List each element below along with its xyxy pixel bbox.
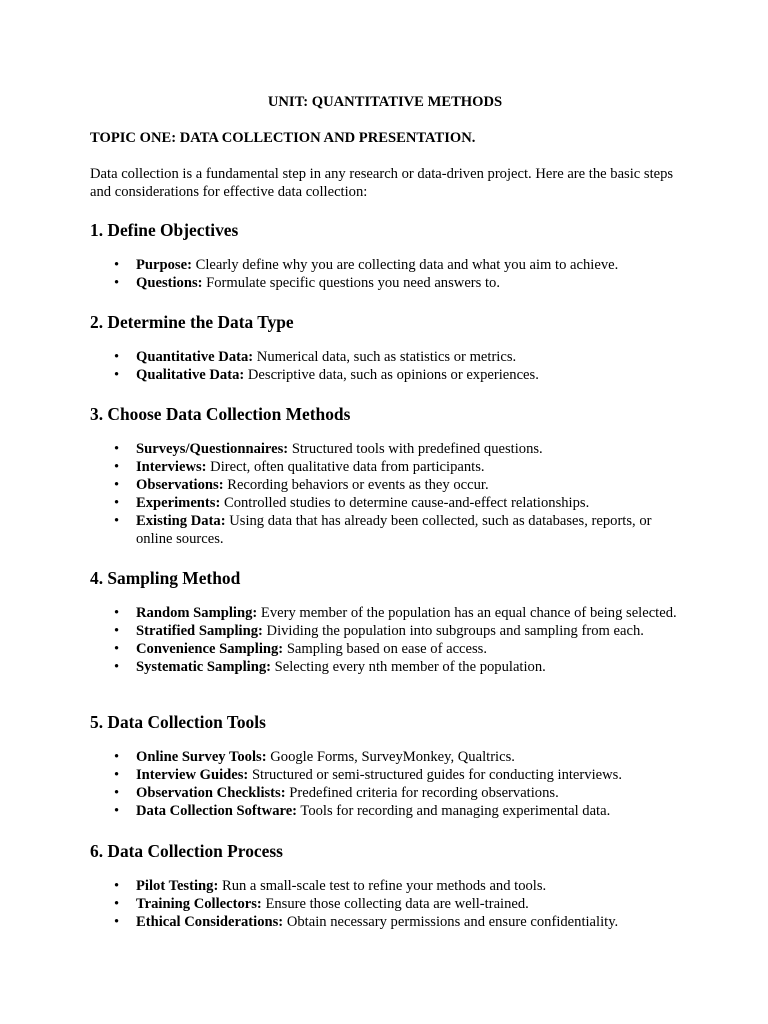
item-text: Descriptive data, such as opinions or experiences. <box>244 367 539 383</box>
bullet-list <box>90 256 680 292</box>
item-text: Dividing the population into subgroups and sampling from each. <box>262 623 644 639</box>
item-term: Random Sampling: <box>136 605 258 621</box>
bullet-list <box>90 748 680 820</box>
item-text: Predefined criteria for recording observations. <box>285 785 559 801</box>
section-heading: 6. Data Collection Process <box>90 841 283 861</box>
item-term: Convenience Sampling: <box>136 641 284 657</box>
list-item <box>90 913 680 931</box>
list-item <box>90 748 680 766</box>
bullet-icon: • <box>114 275 120 291</box>
section-define-objectives <box>90 219 680 291</box>
section-sampling-method <box>90 567 680 675</box>
list-item <box>90 348 680 366</box>
bullet-icon: • <box>114 641 120 657</box>
list-item <box>90 476 680 494</box>
item-text: Recording behaviors or events as they occur. <box>223 477 489 493</box>
item-text: Run a small-scale test to refine your methods and tools. <box>218 878 547 894</box>
item-text: Structured tools with predefined questions. <box>288 441 543 457</box>
list-item <box>90 256 680 274</box>
item-text: Sampling based on ease of access. <box>283 641 488 657</box>
list-item <box>90 766 680 784</box>
list-item <box>90 784 680 802</box>
item-text: Every member of the population has an equal chance of being selected. <box>257 605 677 621</box>
section-determine-data-type <box>90 311 680 383</box>
section-choose-methods <box>90 403 680 547</box>
list-item <box>90 512 680 548</box>
item-term: Systematic Sampling: <box>136 659 271 675</box>
item-text: Google Forms, SurveyMonkey, Qualtrics. <box>266 749 515 765</box>
bullet-icon: • <box>114 659 120 675</box>
item-term: Stratified Sampling: <box>136 623 263 639</box>
item-term: Interview Guides: <box>136 767 249 783</box>
list-item <box>90 622 680 640</box>
bullet-list <box>90 604 680 676</box>
bullet-icon: • <box>114 623 120 639</box>
bullet-icon: • <box>114 459 120 475</box>
bullet-icon: • <box>114 257 120 273</box>
bullet-icon: • <box>114 749 120 765</box>
section-heading: 1. Define Objectives <box>90 220 239 240</box>
bullet-icon: • <box>114 914 120 930</box>
item-term: Quantitative Data: <box>136 349 254 365</box>
item-term: Surveys/Questionnaires: <box>136 441 289 457</box>
topic-title: TOPIC ONE: DATA COLLECTION AND PRESENTATION. <box>90 130 476 146</box>
item-text: Formulate specific questions you need answers to. <box>202 275 500 291</box>
list-item <box>90 274 680 292</box>
item-text: Clearly define why you are collecting data and what you aim to achieve. <box>191 257 619 273</box>
item-term: Experiments: <box>136 495 221 511</box>
bullet-icon: • <box>114 896 120 912</box>
item-term: Purpose: <box>136 257 192 273</box>
item-term: Training Collectors: <box>136 896 262 912</box>
list-item <box>90 440 680 458</box>
item-text: Structured or semi-structured guides for conducting interviews. <box>248 767 622 783</box>
item-text: Controlled studies to determine cause-and-effect relationships. <box>220 495 590 511</box>
bullet-icon: • <box>114 605 120 621</box>
bullet-icon: • <box>114 367 120 383</box>
item-term: Existing Data: <box>136 513 226 529</box>
item-text: Using data that has already been collected, such as databases, reports, or online sources. <box>136 513 652 547</box>
unit-title: UNIT: QUANTITATIVE METHODS <box>267 94 503 110</box>
bullet-list <box>90 877 680 931</box>
bullet-icon: • <box>114 878 120 894</box>
item-term: Ethical Considerations: <box>136 914 284 930</box>
bullet-list <box>90 348 680 384</box>
section-heading: 5. Data Collection Tools <box>90 712 266 732</box>
bullet-icon: • <box>114 441 120 457</box>
bullet-icon: • <box>114 767 120 783</box>
list-item <box>90 802 680 820</box>
bullet-list <box>90 440 680 548</box>
item-text: Obtain necessary permissions and ensure confidentiality. <box>283 914 619 930</box>
list-item <box>90 895 680 913</box>
item-term: Online Survey Tools: <box>136 749 267 765</box>
list-item <box>90 458 680 476</box>
list-item <box>90 366 680 384</box>
item-text: Tools for recording and managing experimental data. <box>297 803 611 819</box>
list-item <box>90 877 680 895</box>
item-term: Observations: <box>136 477 224 493</box>
section-collection-process <box>90 840 680 930</box>
list-item <box>90 658 680 676</box>
bullet-icon: • <box>114 349 120 365</box>
list-item <box>90 604 680 622</box>
intro-paragraph: Data collection is a fundamental step in any research or data-driven project. Here are the basic steps and considerations for effective data collection: <box>90 166 674 200</box>
section-heading: 4. Sampling Method <box>90 568 241 588</box>
item-term: Interviews: <box>136 459 207 475</box>
list-item <box>90 494 680 512</box>
item-term: Questions: <box>136 275 203 291</box>
section-heading: 2. Determine the Data Type <box>90 312 294 332</box>
list-item <box>90 640 680 658</box>
bullet-icon: • <box>114 477 120 493</box>
item-term: Data Collection Software: <box>136 803 298 819</box>
item-text: Direct, often qualitative data from participants. <box>206 459 485 475</box>
section-heading: 3. Choose Data Collection Methods <box>90 404 351 424</box>
bullet-icon: • <box>114 495 120 511</box>
item-text: Selecting every nth member of the population. <box>271 659 546 675</box>
bullet-icon: • <box>114 803 120 819</box>
item-term: Qualitative Data: <box>136 367 245 383</box>
item-term: Pilot Testing: <box>136 878 219 894</box>
bullet-icon: • <box>114 785 120 801</box>
bullet-icon: • <box>114 513 120 529</box>
item-text: Ensure those collecting data are well-trained. <box>261 896 529 912</box>
item-text: Numerical data, such as statistics or metrics. <box>253 349 517 365</box>
item-term: Observation Checklists: <box>136 785 286 801</box>
section-collection-tools <box>90 711 680 819</box>
